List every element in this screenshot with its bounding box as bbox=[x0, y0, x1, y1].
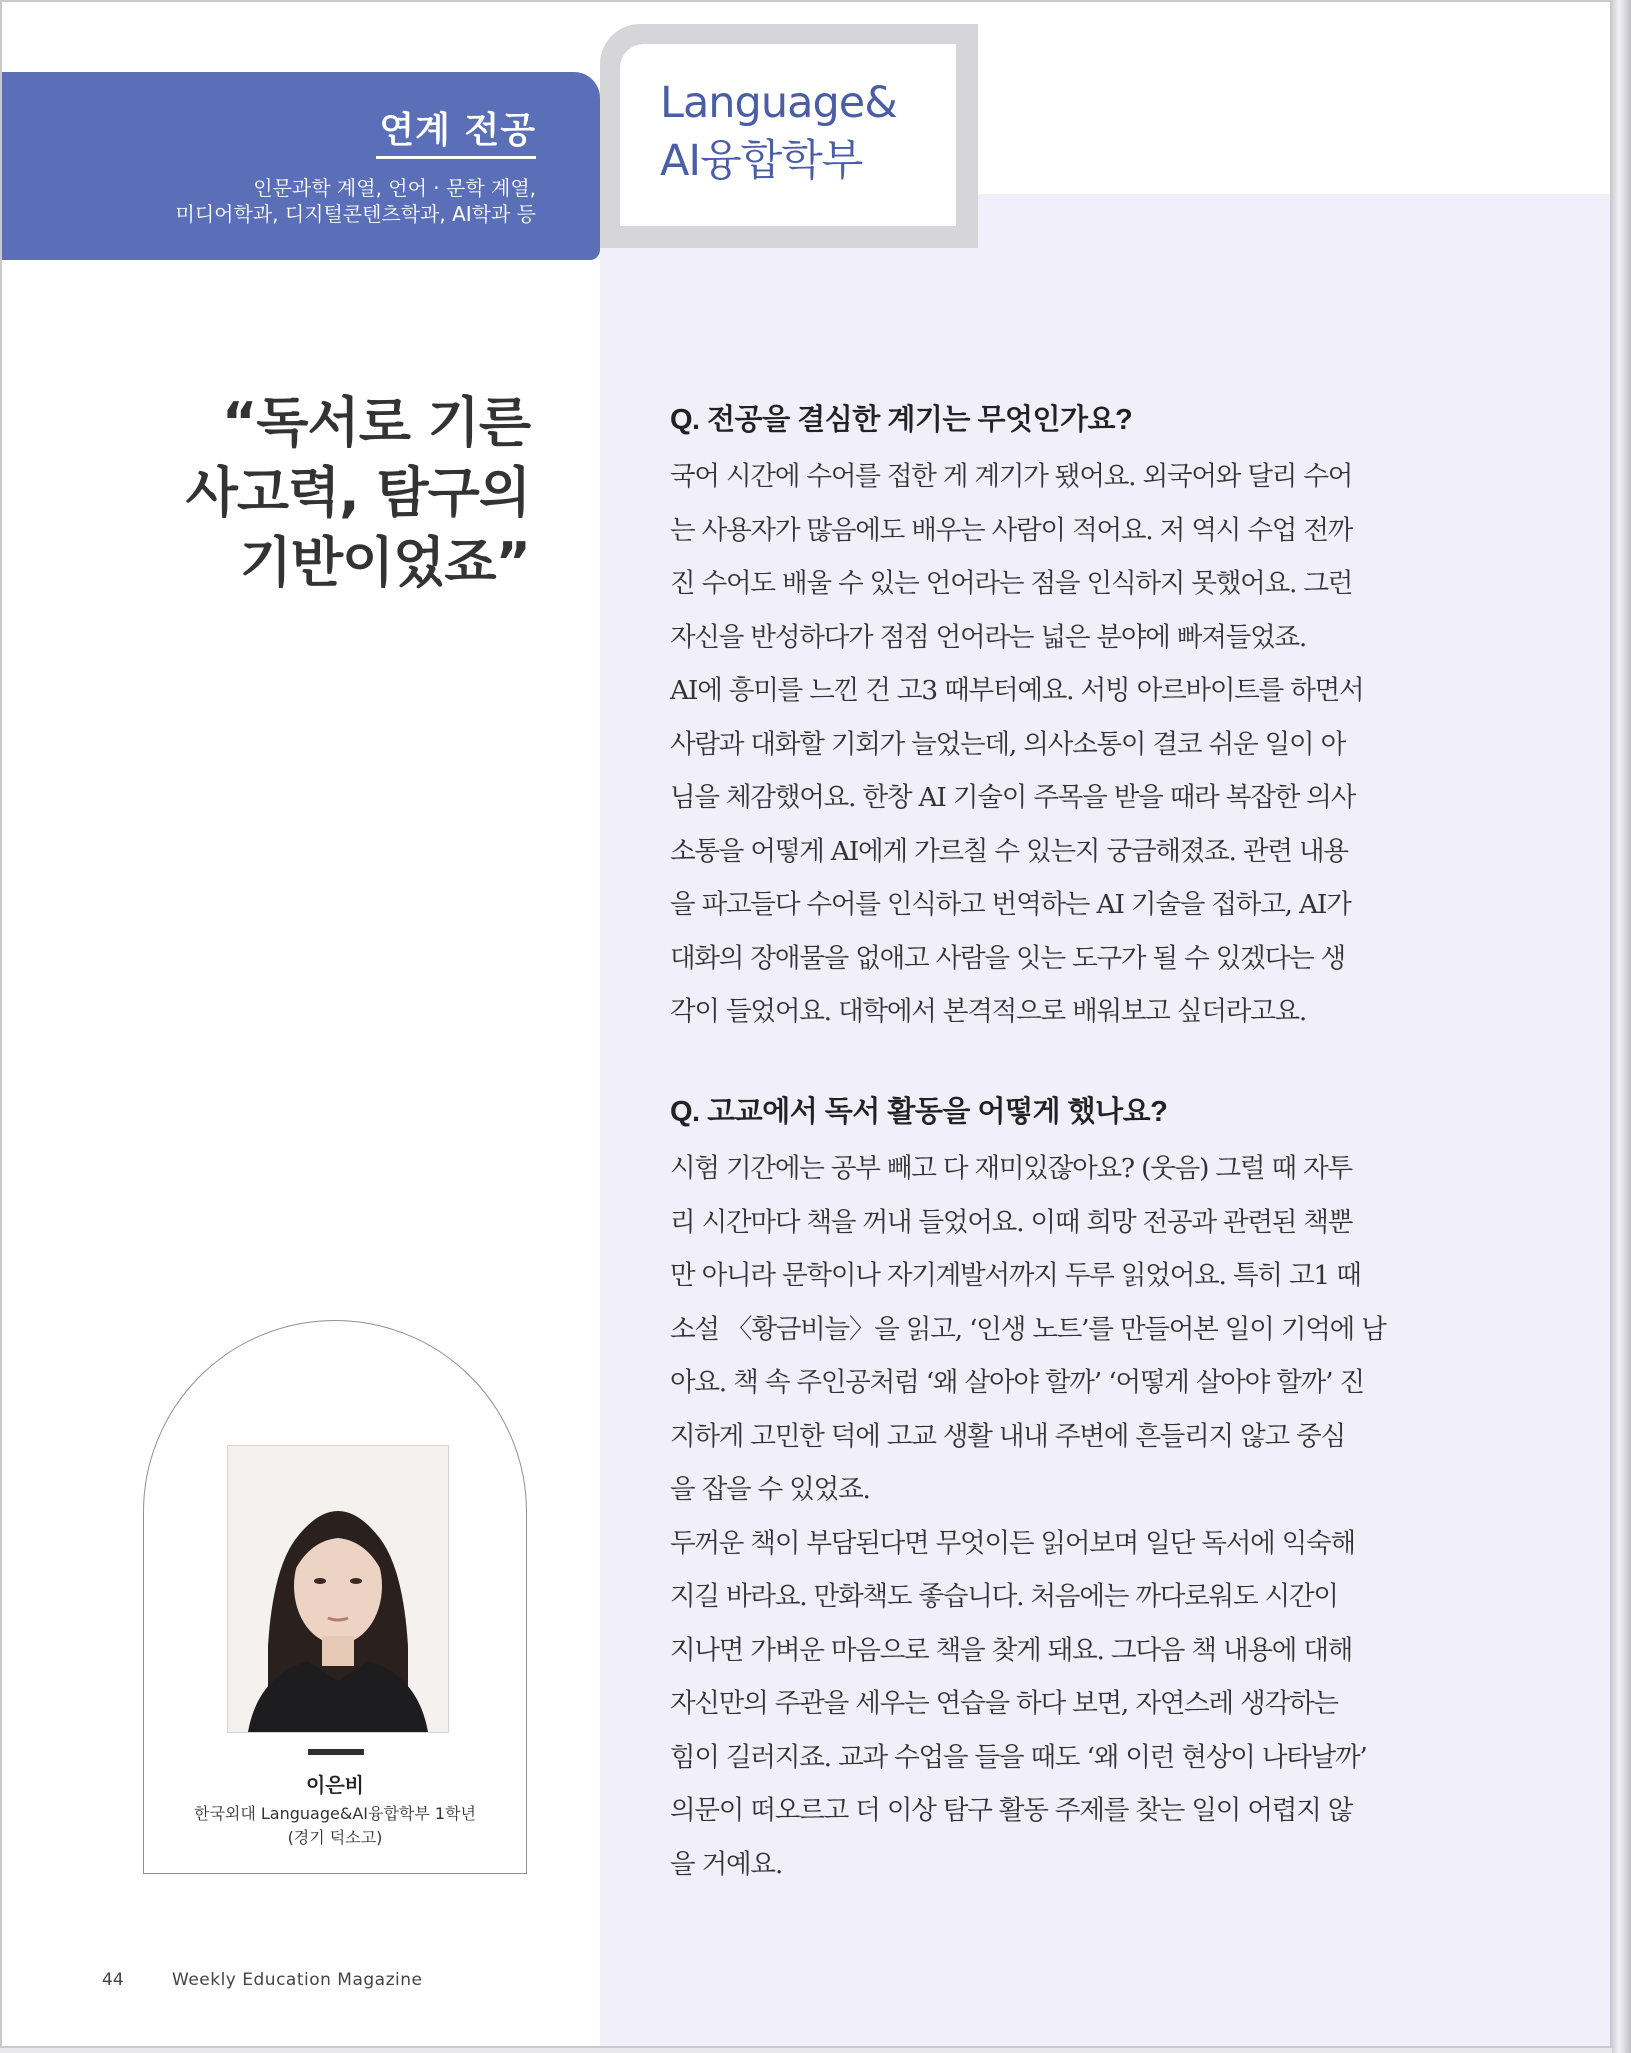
answer-line: 을 파고들다 수어를 인식하고 번역하는 AI 기술을 접하고, AI가 bbox=[670, 889, 1351, 920]
answer-line: 자신만의 주관을 세우는 연습을 하다 보면, 자연스레 생각하는 bbox=[670, 1688, 1338, 1719]
answer-line: 두꺼운 책이 부담된다면 무엇이든 읽어보며 일단 독서에 익숙해 bbox=[670, 1527, 1355, 1559]
profile-card bbox=[143, 1320, 527, 1874]
answer-line: 지하게 고민한 덕에 고교 생활 내내 주변에 흔들리지 않고 중심 bbox=[670, 1420, 1345, 1452]
answer-line: 사람과 대화할 기회가 늘었는데, 의사소통이 결코 쉬운 일이 아 bbox=[670, 728, 1345, 760]
answer-line: 을 거예요. bbox=[670, 1848, 783, 1880]
department-title-line-2: AI융합학부 bbox=[660, 136, 863, 186]
pull-quote-line-1: “독서로 기른 bbox=[221, 391, 530, 454]
answer-line: 지길 바라요. 만화책도 좋습니다. 처음에는 까다로워도 시간이 bbox=[670, 1581, 1338, 1612]
qa-block-2 bbox=[670, 1092, 1440, 1891]
student-name: 이은비 bbox=[306, 1773, 364, 1797]
answer-line: 국어 시간에 수어를 접한 게 계기가 됐어요. 외국어와 달리 수어 bbox=[670, 461, 1353, 492]
answer-line: AI에 흥미를 느낀 건 고3 때부터예요. 서빙 아르바이트를 하면서 bbox=[670, 675, 1364, 706]
answer-line: 소설 〈황금비늘〉을 읽고, ‘인생 노트’를 만들어본 일이 기억에 남 bbox=[670, 1313, 1386, 1345]
answer-line: 지나면 가벼운 마음으로 책을 찾게 돼요. 그다음 책 내용에 대해 bbox=[670, 1634, 1353, 1666]
student-photo bbox=[227, 1445, 449, 1733]
answer-line: 의문이 떠오르고 더 이상 탐구 활동 주제를 찾는 일이 어렵지 않 bbox=[670, 1795, 1353, 1826]
page-edge bbox=[1612, 0, 1631, 2053]
page-number: 44 bbox=[102, 1970, 124, 1990]
title-underline bbox=[376, 156, 536, 159]
answer-2 bbox=[670, 1142, 1440, 1891]
answer-line: 만 아니라 문학이나 자기계발서까지 두루 읽었어요. 특히 고1 때 bbox=[670, 1260, 1361, 1291]
name-divider bbox=[308, 1749, 364, 1755]
answer-line: 각이 들었어요. 대학에서 본격적으로 배워보고 싶더라고요. bbox=[670, 996, 1307, 1027]
pull-quote-line-3: 기반이었죠” bbox=[239, 531, 530, 594]
answer-1 bbox=[670, 450, 1440, 1039]
answer-line: 시험 기간에는 공부 빼고 다 재미있잖아요? (웃음) 그럴 때 자투 bbox=[670, 1153, 1352, 1184]
portrait-image bbox=[228, 1446, 448, 1732]
answer-line: 대화의 장애물을 없애고 사람을 잇는 도구가 될 수 있겠다는 생 bbox=[670, 942, 1345, 974]
department-title bbox=[660, 74, 897, 190]
related-majors-line-1: 인문과학 계열, 언어 · 문학 계열, bbox=[253, 176, 536, 200]
answer-line: 아요. 책 속 주인공처럼 ‘왜 살아야 할까’ ‘어떻게 살아야 할까’ 진 bbox=[670, 1367, 1364, 1398]
answer-line: 자신을 반성하다가 점점 언어라는 넓은 분야에 빠져들었죠. bbox=[670, 621, 1307, 653]
magazine-name: Weekly Education Magazine bbox=[172, 1970, 423, 1990]
related-majors-line-2: 미디어학과, 디지털콘텐츠학과, AI학과 등 bbox=[175, 202, 536, 226]
student-high-school: (경기 덕소고) bbox=[287, 1828, 383, 1847]
department-title-line-1: Language& bbox=[660, 78, 897, 128]
answer-line: 힘이 길러지죠. 교과 수업을 들을 때도 ‘왜 이런 현상이 나타날까’ bbox=[670, 1741, 1367, 1773]
related-majors-title: 연계 전공 bbox=[379, 110, 536, 151]
department-box bbox=[620, 44, 956, 226]
related-majors-band bbox=[2, 72, 600, 260]
qa-block-1 bbox=[670, 400, 1440, 1039]
answer-line: 진 수어도 배울 수 있는 언어라는 점을 인식하지 못했어요. 그런 bbox=[670, 568, 1353, 599]
answer-line: 을 잡을 수 있었죠. bbox=[670, 1474, 870, 1505]
answer-line: 리 시간마다 책을 꺼내 들었어요. 이때 희망 전공과 관련된 책뿐 bbox=[670, 1206, 1353, 1238]
student-school: 한국외대 Language&AI융합학부 1학년 bbox=[193, 1804, 476, 1823]
answer-line: 소통을 어떻게 AI에게 가르칠 수 있는지 궁금해졌죠. 관련 내용 bbox=[670, 835, 1348, 867]
question-1: Q. 전공을 결심한 계기는 무엇인가요? bbox=[670, 404, 1133, 436]
answer-line: 는 사용자가 많음에도 배우는 사람이 적어요. 저 역시 수업 전까 bbox=[670, 514, 1353, 546]
pull-quote-line-2: 사고력, 탐구의 bbox=[185, 461, 530, 524]
pull-quote bbox=[186, 388, 530, 598]
answer-line: 님을 체감했어요. 한창 AI 기술이 주목을 받을 때라 복잡한 의사 bbox=[670, 782, 1356, 813]
question-2: Q. 고교에서 독서 활동을 어떻게 했나요? bbox=[670, 1096, 1168, 1128]
